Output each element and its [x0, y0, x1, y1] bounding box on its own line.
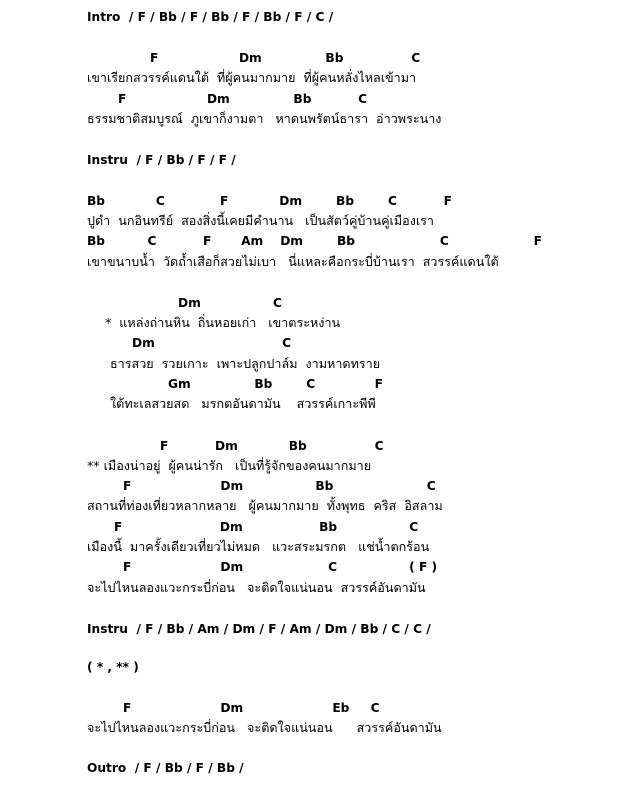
chord-line: F Dm Eb C — [123, 701, 380, 715]
chord-line: Dm C — [132, 336, 292, 350]
chord-line: Bb C F Dm Bb C F — [87, 194, 452, 208]
chord-line: F Dm Bb C — [160, 439, 384, 453]
lyric-line: ปูดำ นกอินทรีย์ สองสิ่งนี้เคยมีคำนาน เป็นสัตว์คู่บ้านคู่เมืองเรา — [87, 213, 434, 228]
repeat-marker: ( * , ** ) — [87, 660, 139, 674]
chord-line: F Dm Bb C — [150, 51, 421, 65]
lyric-line: ** เมืองน่าอยู่ ผู้คนน่ารัก เป็นที่รู้จักของคนมากมาย — [87, 458, 372, 473]
chord-line: F Dm Bb C — [114, 520, 419, 534]
chord-line: Gm Bb C F — [168, 377, 383, 391]
lyric-line: จะไปไหนลองแวะกระบี่ก่อน จะติดใจแน่นอน สวรรค์อันดามัน — [87, 720, 442, 735]
chord-line: Dm C — [178, 296, 282, 310]
lyric-line: จะไปไหนลองแวะกระบี่ก่อน จะติดใจแน่นอน สวรรค์อันดามัน — [87, 580, 426, 595]
chord-line: F Dm C ( F ) — [123, 560, 438, 574]
outro-line: Outro / F / Bb / F / Bb / — [87, 761, 244, 775]
instru-line: Instru / F / Bb / F / F / — [87, 153, 236, 167]
chord-line: F Dm Bb C — [118, 92, 368, 106]
lyric-line: เมืองนี้ มาครั้งเดียวเที่ยวไม่หมด แวะสระมรกต แช่น้ำตกร้อน — [87, 539, 430, 554]
lyric-line: เขาเรียกสวรรค์แดนใต้ ที่ผู้คนมากมาย ที่ผู้คนหลั่งไหลเข้ามา — [87, 70, 417, 85]
instru-line: Instru / F / Bb / Am / Dm / F / Am / Dm / Bb / C / C / — [87, 622, 431, 636]
lyric-line: เขาขนาบน้ำ วัดถ้ำเสือก็สวยไม่เบา นี่แหละคือกระบี่บ้านเรา สวรรค์แดนใต้ — [87, 254, 499, 269]
chord-line: Bb C F Am Dm Bb C F — [87, 234, 542, 248]
lyric-line: ใต้ทะเลสวยสด มรกตอันดามัน สวรรค์เกาะพีพี — [110, 396, 376, 411]
lyric-line: สถานที่ท่องเที่ยวหลากหลาย ผู้คนมากมาย ทั้งพุทธ คริส อิสลาม — [87, 498, 443, 513]
lyric-line: * แหล่งถ่านหิน ถิ่นหอยเก่า เขาตระหง่าน — [105, 315, 341, 330]
intro-line: Intro / F / Bb / F / Bb / F / Bb / F / C / — [87, 10, 334, 24]
lyric-line: ธารสวย รวยเกาะ เพาะปลูกปาล์ม งามหาดทราย — [110, 356, 381, 371]
lyric-line: ธรรมชาติสมบูรณ์ ภูเขาก็งามตา หาดนพรัตน์ธารา อ่าวพระนาง — [87, 111, 442, 126]
chord-line: F Dm Bb C — [123, 479, 436, 493]
